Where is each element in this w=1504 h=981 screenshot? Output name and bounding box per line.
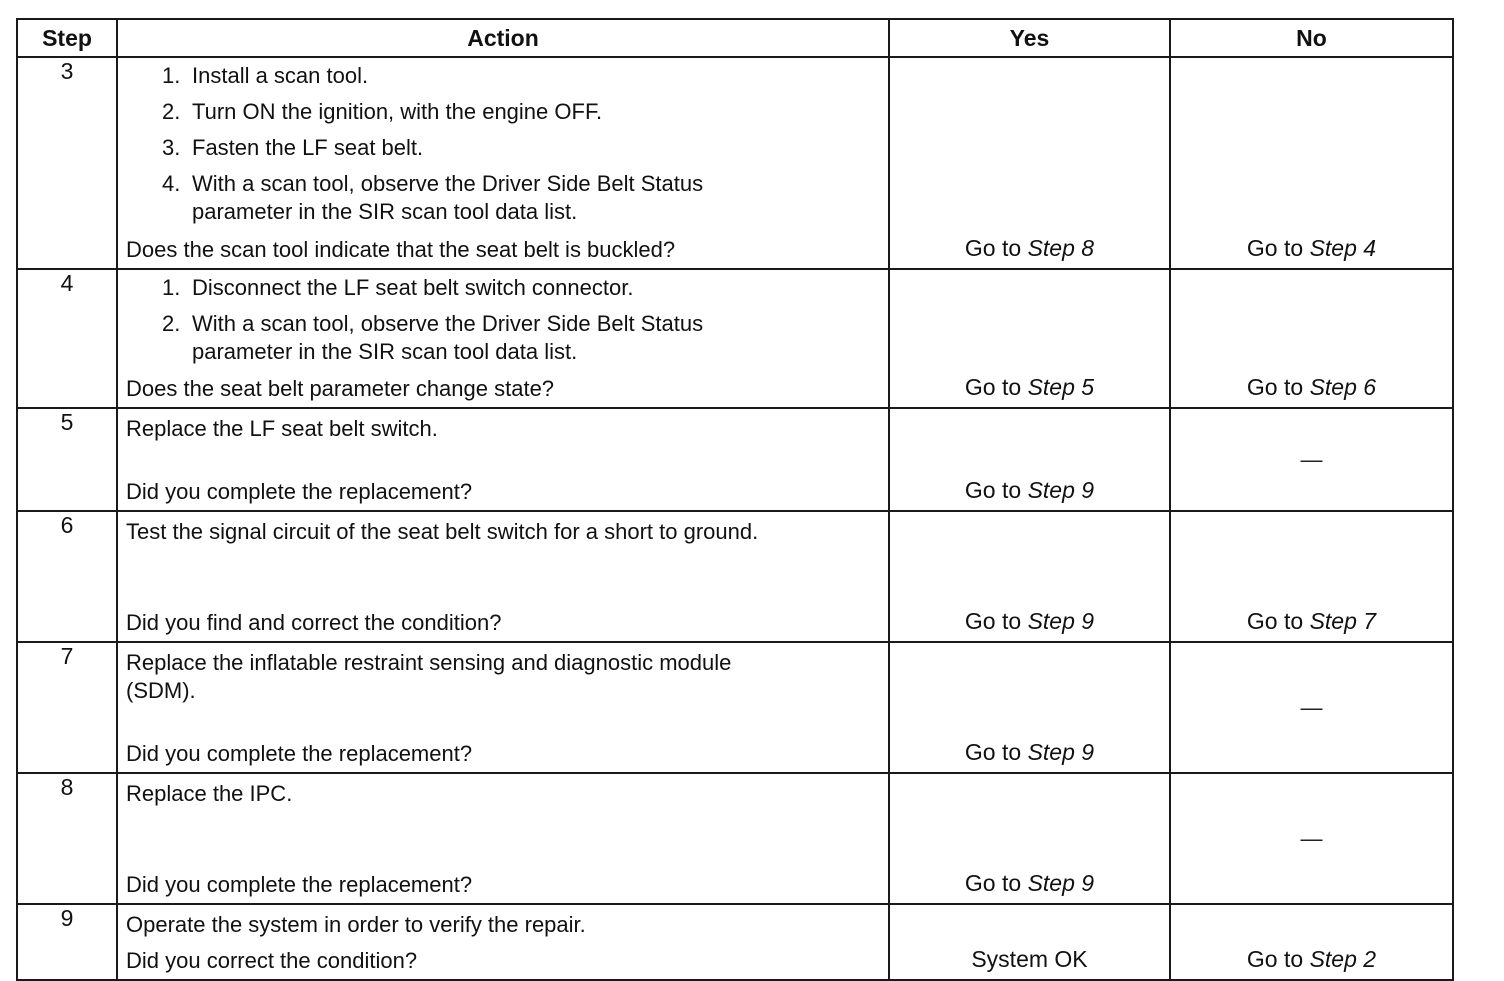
no-result: Go to Step 6 (1246, 374, 1377, 400)
instruction-text: Test the signal circuit of the seat belt switch for a short to ground. (126, 519, 759, 544)
no-result: Go to Step 2 (1246, 946, 1377, 972)
yes-cell (889, 642, 1170, 773)
no-cell (1170, 57, 1453, 269)
substep-list (126, 62, 880, 226)
substep-list (126, 274, 880, 366)
header-yes: Yes (889, 19, 1170, 57)
list-item: 1. Install a scan tool. (162, 63, 369, 88)
yes-result: Go to Step 9 (964, 870, 1095, 896)
question-text: Does the seat belt parameter change state? (126, 376, 555, 401)
diagnostic-page (16, 18, 1452, 981)
step-number: 5 (17, 408, 117, 511)
question-text: Does the scan tool indicate that the seat belt is buckled? (126, 237, 676, 262)
list-item: 1. Disconnect the LF seat belt switch connector. (162, 275, 634, 300)
table-row (17, 904, 1453, 980)
no-result-dash: — (1300, 825, 1323, 851)
instruction-text: Replace the inflatable restraint sensing and diagnostic module (SDM). (126, 650, 732, 703)
no-cell (1170, 269, 1453, 408)
yes-result: Go to Step 9 (964, 739, 1095, 765)
table-row (17, 269, 1453, 408)
diagnostic-table (16, 18, 1454, 981)
step-number: 3 (17, 57, 117, 269)
question-text: Did you complete the replacement? (126, 741, 473, 766)
list-item: 4. With a scan tool, observe the Driver Side Belt Status parameter in the SIR scan tool data list. (162, 171, 704, 224)
list-item: 3. Fasten the LF seat belt. (162, 135, 424, 160)
list-item: 2. With a scan tool, observe the Driver Side Belt Status parameter in the SIR scan tool data list. (162, 311, 704, 364)
question-text: Did you complete the replacement? (126, 479, 473, 504)
header-step: Step (17, 19, 117, 57)
step-number: 6 (17, 511, 117, 642)
table-row (17, 408, 1453, 511)
action-cell (117, 269, 889, 408)
header-action: Action (117, 19, 889, 57)
action-cell (117, 642, 889, 773)
no-result: Go to Step 7 (1246, 608, 1377, 634)
table-row (17, 773, 1453, 904)
step-number: 9 (17, 904, 117, 980)
no-cell (1170, 408, 1453, 511)
action-cell (117, 904, 889, 980)
yes-cell (889, 773, 1170, 904)
table-row (17, 511, 1453, 642)
yes-result: Go to Step 5 (964, 374, 1095, 400)
yes-cell (889, 57, 1170, 269)
action-cell (117, 57, 889, 269)
step-number: 7 (17, 642, 117, 773)
no-cell (1170, 642, 1453, 773)
table-row (17, 57, 1453, 269)
yes-cell (889, 511, 1170, 642)
action-cell (117, 511, 889, 642)
no-cell (1170, 773, 1453, 904)
yes-result: System OK (971, 946, 1088, 972)
no-result-dash: — (1300, 446, 1323, 472)
question-text: Did you find and correct the condition? (126, 610, 502, 635)
yes-result: Go to Step 9 (964, 608, 1095, 634)
no-result: Go to Step 4 (1246, 235, 1377, 261)
table-row (17, 642, 1453, 773)
instruction-text: Operate the system in order to verify the repair. (126, 912, 586, 937)
question-text: Did you correct the condition? (126, 948, 418, 973)
list-item: 2. Turn ON the ignition, with the engine OFF. (162, 99, 603, 124)
no-cell (1170, 511, 1453, 642)
yes-result: Go to Step 8 (964, 235, 1095, 261)
action-cell (117, 408, 889, 511)
step-number: 4 (17, 269, 117, 408)
step-number: 8 (17, 773, 117, 904)
instruction-text: Replace the LF seat belt switch. (126, 416, 438, 441)
no-result-dash: — (1300, 694, 1323, 720)
header-row (17, 19, 1453, 57)
yes-cell (889, 408, 1170, 511)
question-text: Did you complete the replacement? (126, 872, 473, 897)
yes-cell (889, 904, 1170, 980)
no-cell (1170, 904, 1453, 980)
yes-result: Go to Step 9 (964, 477, 1095, 503)
yes-cell (889, 269, 1170, 408)
instruction-text: Replace the IPC. (126, 781, 293, 806)
header-no: No (1170, 19, 1453, 57)
action-cell (117, 773, 889, 904)
